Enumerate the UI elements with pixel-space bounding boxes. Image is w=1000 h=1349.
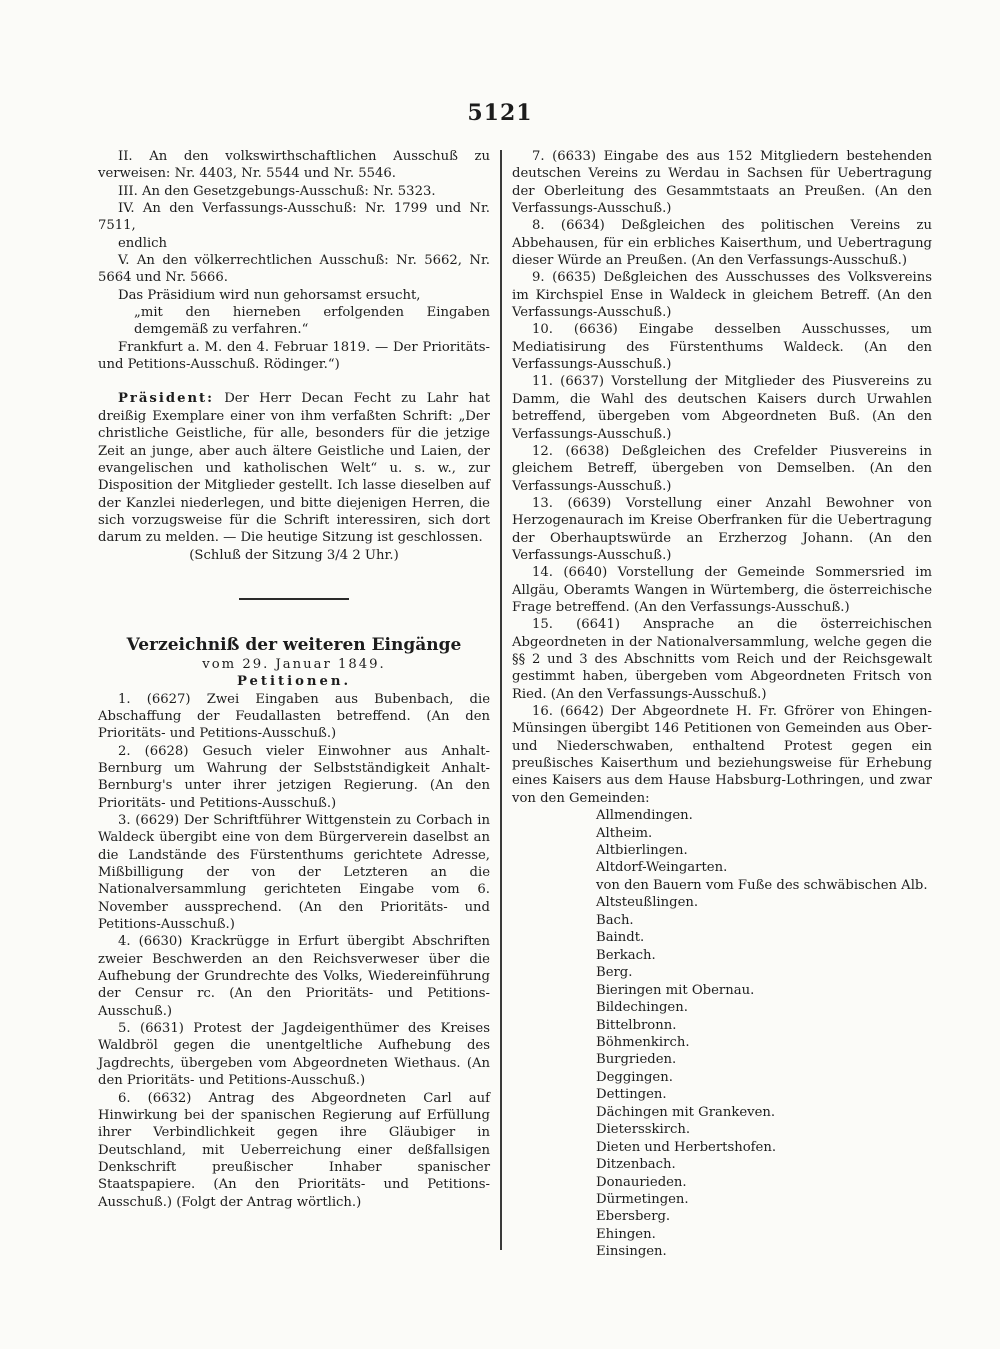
petition-entry: 4. (6630) Krackrügge in Erfurt übergibt Abschriften zweier Beschwerden an den Reichsverweser über die Aufhebung der Grundrechte des Volks, Wiedereinführung der Censur rc. (An den Prioritäts- und Petitions-Ausschuß.): [98, 934, 490, 1019]
gemeinde-item: Altdorf-Weingarten.: [596, 860, 728, 876]
gemeinde-item: Donaurieden.: [596, 1174, 687, 1190]
petition-entry: 9. (6635) Deßgleichen des Ausschusses des Volksvereins im Kirchspiel Ense in Waldeck in gleichem Betreff. (An den Verfassungs-Ausschuß.): [512, 270, 932, 321]
president-statement: [98, 390, 490, 546]
gemeinde-item: Bittelbronn.: [596, 1017, 677, 1033]
petition-entry: 5. (6631) Protest der Jagdeigenthümer des Kreises Waldbröl gegen die unentgeltliche Aufhebung des Jagdrechts, übergeben vom Abgeordneten Wiethaus. (An den Prioritäts- und Petitions-Ausschuß.): [98, 1021, 490, 1089]
petition-entry: 11. (6637) Vorstellung der Mitglieder des Piusvereins zu Damm, die Wahl des deutschen Kaisers durch Urwahlen betreffend, übergeben vom Abgeordneten Buß. (An den Verfassungs-Ausschuß.): [512, 374, 932, 442]
list-title: Verzeichniß der weiteren Eingänge: [126, 634, 462, 655]
petition-entry: 16. (6642) Der Abgeordnete H. Fr. Gfrörer von Ehingen-Münsingen übergibt 146 Petitionen von Gemeinden aus Ober- und Niederschwaben, enthaltend Protest gegen ein preußisches Kaiserthum und beziehungsweise für Erhebung eines Kaisers aus dem Hause Habsburg-Lothringen, und zwar von den Gemeinden:: [512, 704, 932, 806]
gemeinde-item: Ditzenbach.: [596, 1157, 676, 1173]
petition-entry: 12. (6638) Deßgleichen des Crefelder Piusvereins in gleichem Betreff, übergeben von Demselben. (An den Verfassungs-Ausschuß.): [512, 443, 932, 494]
gemeinde-item: Böhmenkirch.: [596, 1034, 690, 1050]
gemeinde-item: Altheim.: [596, 825, 653, 841]
petition-entry: 13. (6639) Vorstellung einer Anzahl Bewohner von Herzogenaurach im Kreise Oberfranken für die Uebertragung der Oberhauptswürde an Erzherzog Johann. (An den Verfassungs-Ausschuß.): [512, 495, 932, 563]
committee-referral-iv: IV. An den Verfassungs-Ausschuß: Nr. 1799 und Nr. 7511,: [98, 201, 490, 234]
gemeinde-item: Burgrieden.: [596, 1052, 677, 1068]
committee-referral-iii: III. An den Gesetzgebungs-Ausschuß: Nr. 5323.: [118, 183, 436, 199]
column-divider: [500, 150, 502, 1250]
gemeinde-item: Altsteußlingen.: [596, 895, 699, 911]
signature-line: Frankfurt a. M. den 4. Februar 1819. — Der Prioritäts- und Petitions-Ausschuß. Rödinger.“): [98, 339, 490, 373]
gemeinde-item: Ehingen.: [596, 1226, 656, 1242]
gemeinde-item: Allmendingen.: [596, 808, 693, 824]
presidium-quote: „mit den hierneben erfolgenden Eingaben demgemäß zu verfahren.“: [134, 305, 490, 338]
petition-entry: 6. (6632) Antrag des Abgeordneten Carl auf Hinwirkung bei der spanischen Regierung auf Erfüllung ihrer Verbindlichkeit gegen ihre Gläubiger in Deutschland, mit Ueberreichung einer deßfallsigen Denkschrift preußischer Inhaber spanischer Staatspapiere. (An den Prioritäts- und Petitions-Ausschuß.) (Folgt der Antrag wörtlich.): [98, 1090, 490, 1210]
gemeinde-item: Dietersskirch.: [596, 1122, 691, 1138]
gemeinde-item: Dächingen mit Grankeven.: [596, 1104, 776, 1120]
gemeinde-item: Altbierlingen.: [596, 842, 688, 858]
gemeinde-item: Dürmetingen.: [596, 1192, 689, 1208]
gemeinde-item: Baindt.: [596, 930, 645, 946]
gemeinde-item: Berg.: [596, 965, 633, 981]
president-text: Der Herr Decan Fecht zu Lahr hat dreißig Exemplare einer von ihm verfaßten Schrift: „Der christliche Geistliche, für alle, besonders für die jetzige Zeit an junge, aber auch ältere Geistliche und Laien, der evangelischen und katholischen Welt“ u. s. w., zur Disposition der Mitglieder gestellt. Ich lasse dieselben auf der Kanzlei niederlegen, und bitte diejenigen Herren, die sich vorzugsweise für die Schrift interessiren, sich dort darum zu melden. — Die heutige Sitzung ist geschlossen.: [98, 391, 490, 546]
right-column: [512, 148, 932, 1261]
petition-entry: 3. (6629) Der Schriftführer Wittgenstein zu Corbach in Waldeck übergibt eine von dem Bürgerverein daselbst an die Landstände des Fürstenthums gerichtete Adresse, Mißbilligung der von der Letzteren an die Nationalversammlung gerichteten Eingabe vom 6. November aussprechend. (An den Prioritäts- und Petitions-Ausschuß.): [98, 813, 490, 933]
gemeinde-item: Bach.: [596, 912, 634, 928]
gemeinden-list: [512, 807, 932, 1261]
petition-entry: 1. (6627) Zwei Eingaben aus Bubenbach, die Abschaffung der Feudallasten betreffend. (An den Prioritäts- und Petitions-Ausschuß.): [98, 691, 490, 742]
committee-referral-ii: II. An den volkswirthschaftlichen Ausschuß zu verweisen: Nr. 4403, Nr. 5544 und Nr. 5546.: [98, 149, 490, 182]
president-label: Präsident:: [118, 391, 215, 407]
page-number: 5121: [467, 100, 533, 126]
gemeinde-item: Dieten und Herbertshofen.: [596, 1139, 777, 1155]
gemeinde-item: Bieringen mit Obernau.: [596, 982, 755, 998]
committee-referral-v: V. An den völkerrechtlichen Ausschuß: Nr. 5662, Nr. 5664 und Nr. 5666.: [98, 253, 490, 286]
gemeinde-item: Berkach.: [596, 947, 656, 963]
list-date: vom 29. Januar 1849.: [202, 656, 386, 672]
petition-entry: 15. (6641) Ansprache an die österreichischen Abgeordneten in der Nationalversammlung, welche gegen die §§ 2 und 3 des Abschnitts vom Reich und der Reichsgewalt gestimmt haben, übergeben vom Abgeordneten Fritsch von Ried. (An den Verfassungs-Ausschuß.): [512, 617, 932, 702]
presidium-request: Das Präsidium wird nun gehorsamst ersucht,: [118, 287, 421, 303]
petition-entry: 14. (6640) Vorstellung der Gemeinde Sommersried im Allgäu, Oberamts Wangen in Würtemberg, die österreichische Frage betreffend. (An den Verfassungs-Ausschuß.): [512, 565, 932, 615]
gemeinde-item: von den Bauern vom Fuße des schwäbischen Alb.: [596, 877, 928, 893]
gemeinde-item: Deggingen.: [596, 1069, 673, 1085]
petition-entry: 10. (6636) Eingabe desselben Ausschusses, um Mediatisirung des Fürstenthums Waldeck. (An den Verfassungs-Ausschuß.): [512, 322, 932, 373]
section-title: Petitionen.: [236, 674, 352, 690]
gemeinde-item: Einsingen.: [596, 1244, 667, 1260]
gemeinde-item: Dettingen.: [596, 1087, 667, 1103]
session-closing: (Schluß der Sitzung 3/4 2 Uhr.): [189, 547, 399, 563]
petition-entry: 8. (6634) Deßgleichen des politischen Vereins zu Abbehausen, für ein erbliches Kaiserthum, und Uebertragung dieser Würde an Preußen. (An den Verfassungs-Ausschuß.): [512, 218, 932, 269]
referral-endlich: endlich: [118, 235, 168, 251]
petition-entry: 2. (6628) Gesuch vieler Einwohner aus Anhalt-Bernburg um Wahrung der Selbstständigkeit Anhalt-Bernburg's unter ihrer jetzigen Regierung. (An den Prioritäts- und Petitions-Ausschuß.): [98, 743, 490, 811]
left-column: [98, 148, 490, 1211]
petition-entry: 7. (6633) Eingabe des aus 152 Mitgliedern bestehenden deutschen Vereins zu Werdau in Sachsen für Uebertragung der Oberleitung des Gesammtstaats an Preußen. (An den Verfassungs-Ausschuß.): [512, 149, 932, 217]
gemeinde-item: Bildechingen.: [596, 1000, 688, 1016]
gemeinde-item: Ebersberg.: [596, 1209, 671, 1225]
